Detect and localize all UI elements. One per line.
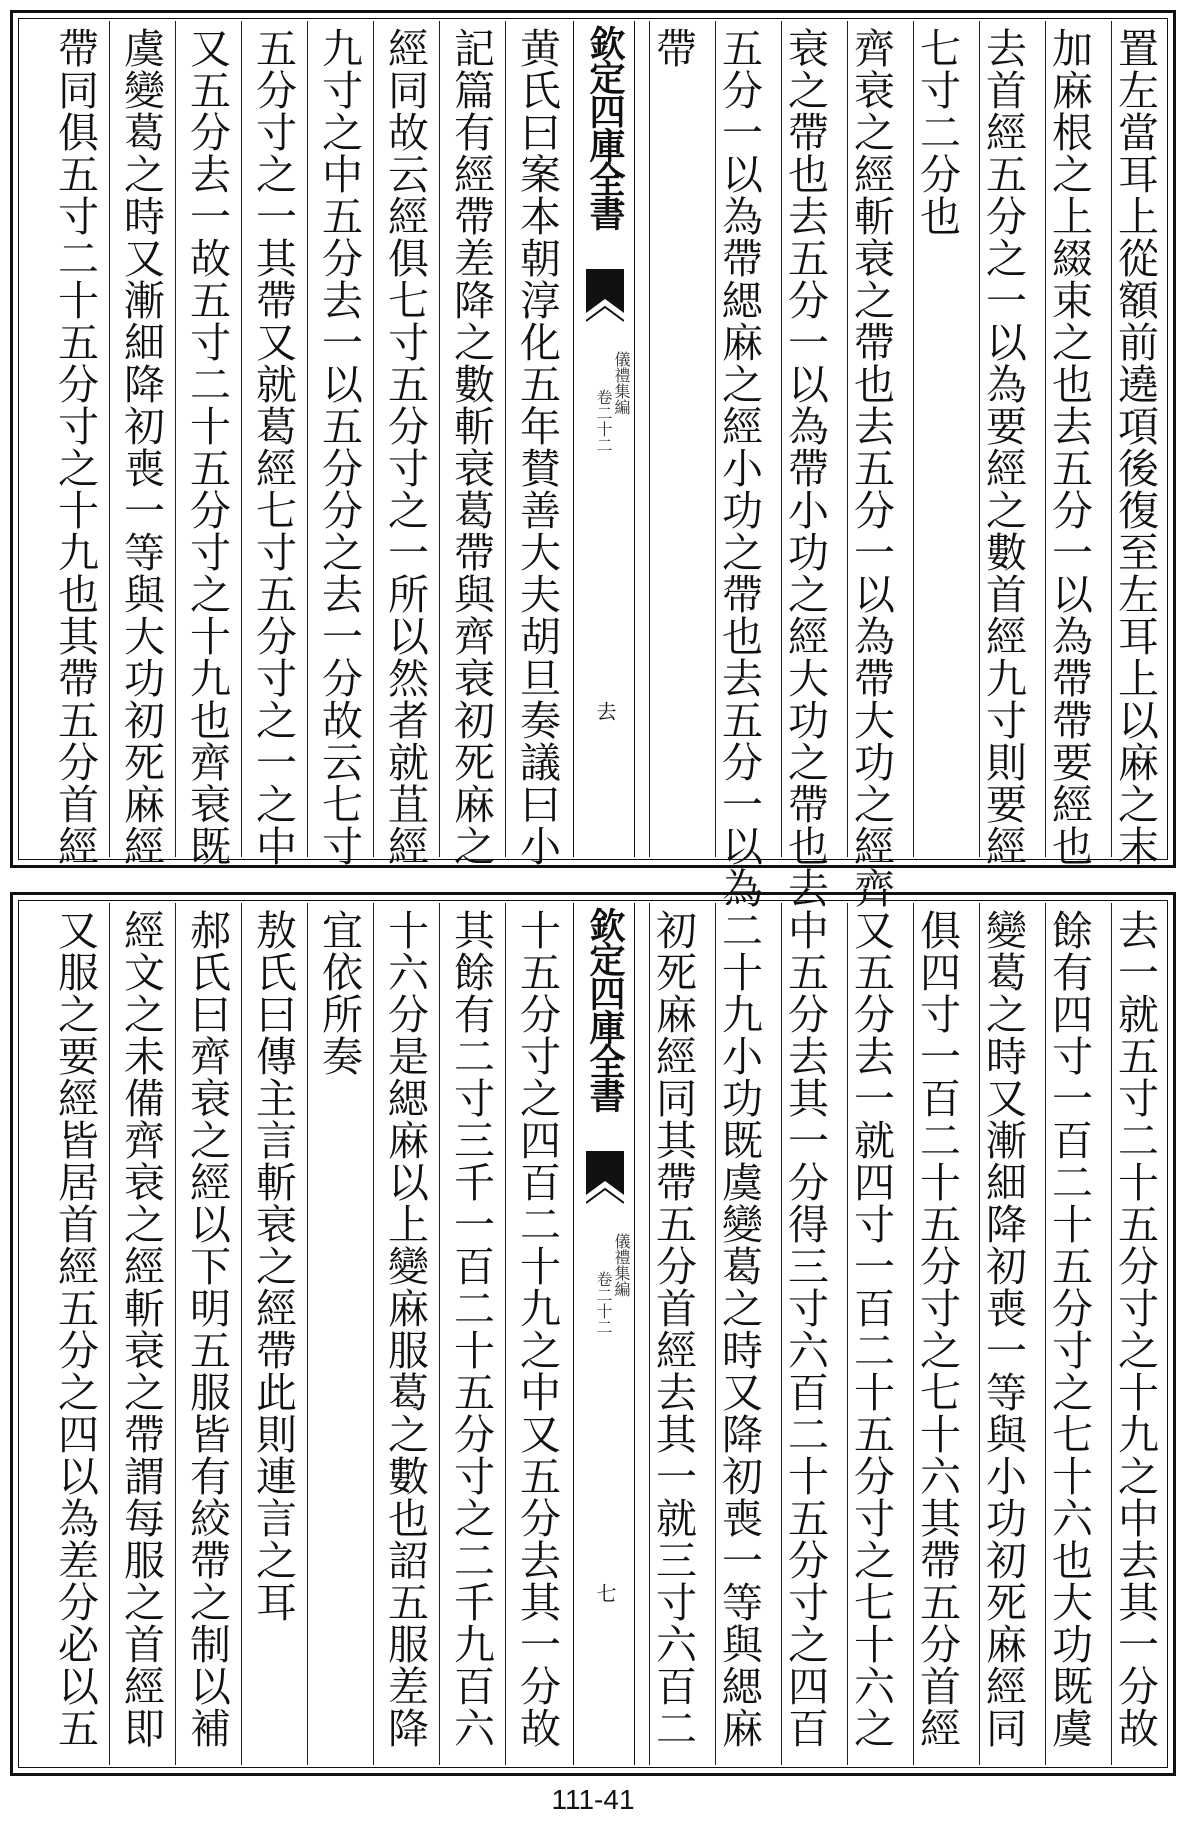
page-bottom <box>10 892 1176 1776</box>
text-column: 置左當耳上從額前遶項後復至左耳上以麻之末 <box>1111 27 1159 867</box>
text-column: 虞變葛之時又漸細降初喪一等與大功初死麻經 <box>117 27 165 867</box>
text-column: 去首經五分之一以為要經之數首經九寸則要經 <box>979 27 1027 867</box>
text-column: 帶同俱五寸二十五分寸之十九也其帶五分首經 <box>51 27 99 867</box>
text-column: 又五分去一故五寸二十五分寸之十九也齊衰既 <box>183 27 231 867</box>
text-column: 變葛之時又漸細降初喪一等與小功初死麻經同 <box>979 909 1027 1749</box>
text-column: 加麻根之上綴束之也去五分一以為帶帶要經也 <box>1045 27 1093 867</box>
text-column: 又服之要經皆居首經五分之四以為差分必以五 <box>51 909 99 1749</box>
page-footer-number: 111-41 <box>551 1784 635 1815</box>
book-title: 欽定四庫全書 <box>584 25 626 229</box>
text-column: 經文之未備齊衰之經斬衰之帶謂每服之首經即 <box>117 909 165 1749</box>
center-page-number: 七 <box>593 1583 617 1603</box>
text-column: 中五分去其一分得三寸六百二十五分寸之四百 <box>781 909 829 1749</box>
text-column: 初死麻經同其帶五分首經去其一就三寸六百二 <box>649 909 697 1749</box>
fishtail-mark-icon <box>586 269 624 329</box>
page-top <box>10 10 1176 909</box>
center-subtitle: 儀禮集編 <box>612 1233 631 1297</box>
text-column: 五分一以為帶緦麻之經小功之帶也去五分一以為 <box>715 27 763 909</box>
text-column: 五分寸之一其帶又就葛經七寸五分寸之一之中 <box>249 27 297 867</box>
fishtail-mark-icon <box>586 1151 624 1211</box>
book-title: 欽定四庫全書 <box>584 907 626 1111</box>
center-volume: 卷二十二 <box>594 1271 613 1335</box>
text-column: 二十九小功既虞變葛之時又降初喪一等與緦麻 <box>715 909 763 1749</box>
text-column: 九寸之中五分去一以五分分之去一分故云七寸 <box>315 27 363 867</box>
text-column: 去一就五寸二十五分寸之十九之中去其一分故 <box>1111 909 1159 1749</box>
column-rule <box>649 21 650 857</box>
text-column: 十五分寸之四百二十九之中又五分去其一分故 <box>513 909 561 1749</box>
center-page-number: 去 <box>593 701 617 721</box>
text-column: 十六分是緦麻以上變麻服葛之數也詔五服差降 <box>381 909 429 1749</box>
text-column: 齊衰之經斬衰之帶也去五分一以為帶大功之經齊 <box>847 27 895 909</box>
text-column: 又五分去一就四寸一百二十五分寸之七十六之 <box>847 909 895 1749</box>
text-column: 郝氏曰齊衰之經以下明五服皆有絞帶之制以補 <box>183 909 231 1749</box>
text-column: 其餘有二寸三千一百二十五分寸之二千九百六 <box>447 909 495 1749</box>
text-column: 餘有四寸一百二十五分寸之七十六也大功既虞 <box>1045 909 1093 1749</box>
text-column: 宜依所奏 <box>315 909 363 1077</box>
center-subtitle: 儀禮集編 <box>612 351 631 415</box>
center-column <box>573 903 635 1765</box>
text-column: 記篇有經帶差降之數斬衰葛帶與齊衰初死麻之 <box>447 27 495 867</box>
text-column: 經同故云經俱七寸五分寸之一所以然者就苴經 <box>381 27 429 867</box>
center-column <box>573 21 635 857</box>
text-column: 七寸二分也 <box>913 27 961 237</box>
text-column: 衰之帶也去五分一以為帶小功之經大功之帶也去 <box>781 27 829 909</box>
text-column: 黄氏曰案本朝淳化五年賛善大夫胡旦奏議曰小 <box>513 27 561 867</box>
text-column: 帶 <box>649 27 697 69</box>
text-column: 俱四寸一百二十五分寸之七十六其帶五分首經 <box>913 909 961 1749</box>
text-column: 敖氏曰傳主言斬衰之經帶此則連言之耳 <box>249 909 297 1623</box>
center-volume: 卷二十二 <box>594 389 613 453</box>
